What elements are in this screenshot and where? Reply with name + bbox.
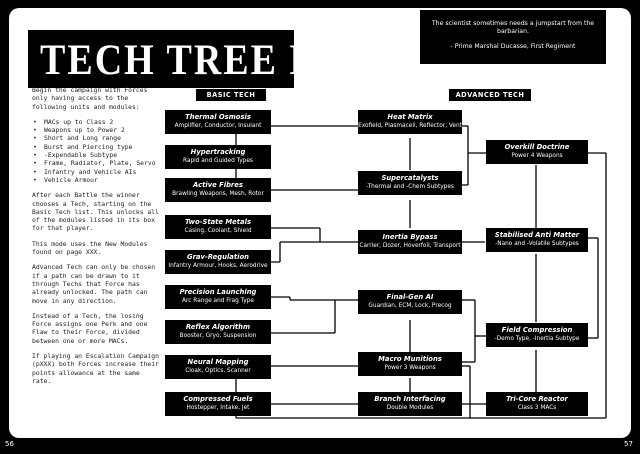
rules-paragraph: After each Battle the winner chooses a Tech, starting on the Basic Tech list. This unlocks all of the modules listed in its box for that player. bbox=[32, 191, 159, 233]
tech-modules: Brawling Weapons, Mesh, Rotor bbox=[172, 191, 264, 197]
tech-name: Reflex Algorithm bbox=[185, 323, 251, 331]
tech-modules: Power 3 Weapons bbox=[384, 365, 436, 371]
tech-name: Hypertracking bbox=[190, 148, 246, 156]
tech-modules: Class 3 MACs bbox=[517, 405, 557, 411]
rules-lead: Begin the campaign with Forces only having access to the following units and modules: bbox=[32, 86, 148, 111]
advanced-tech-header: ADVANCED TECH bbox=[449, 89, 531, 101]
tech-modules: Hostepper, Intake, Jet bbox=[186, 405, 250, 411]
tech-modules: -Nano and -Volatile Subtypes bbox=[495, 241, 579, 247]
tech-modules: Amplifier, Conductor, Insulant bbox=[174, 123, 262, 129]
tech-node-branch-interfacing bbox=[358, 392, 462, 416]
page-number-right: 57 bbox=[624, 440, 633, 448]
tech-name: Compressed Fuels bbox=[183, 395, 253, 403]
rules-paragraph: If playing an Escalation Campaign (pXXX) both Forces increase their points allowance at the same rate. bbox=[32, 352, 159, 385]
list-item: • MACs up to Class 2 bbox=[32, 118, 160, 126]
tech-modules: Power 4 Weapons bbox=[511, 153, 563, 159]
list-item: • Infantry and Vehicle AIs bbox=[32, 168, 160, 176]
tech-name: Inertia Bypass bbox=[382, 233, 438, 241]
tech-name: Field Compression bbox=[501, 326, 573, 334]
tech-name: Active Fibres bbox=[193, 181, 243, 189]
tech-modules: Casing, Coolant, Shield bbox=[184, 228, 252, 234]
tech-name: Two-State Metals bbox=[184, 218, 251, 226]
tech-name: Thermal Osmosis bbox=[185, 113, 251, 121]
tech-node-thermal-osmosis bbox=[165, 110, 271, 134]
tech-modules: Cloak, Optics, Scanner bbox=[185, 368, 251, 374]
tech-name: Neural Mapping bbox=[187, 358, 249, 366]
tech-node-tri-core-reactor bbox=[486, 392, 588, 416]
tech-node-field-compression bbox=[486, 323, 588, 347]
tech-modules: Guardian, ECM, Lock, Precog bbox=[368, 303, 452, 309]
tech-node-neural-mapping bbox=[165, 355, 271, 379]
page-number-left: 56 bbox=[5, 440, 14, 448]
tech-node-supercatalysts bbox=[358, 171, 462, 195]
tech-name: Macro Munitions bbox=[378, 355, 442, 363]
tech-name: Tri-Core Reactor bbox=[506, 395, 568, 403]
tech-modules: Arc Range and Frag Type bbox=[182, 298, 254, 304]
tech-node-grav-regulation bbox=[165, 250, 271, 274]
tech-node-active-fibres bbox=[165, 178, 271, 202]
tech-name: Grav-Regulation bbox=[187, 253, 249, 261]
list-item: • Short and Long range bbox=[32, 134, 160, 142]
tech-node-reflex-algorithm bbox=[165, 320, 271, 344]
tech-modules: Double Modules bbox=[386, 405, 434, 411]
tech-name: Supercatalysts bbox=[381, 174, 439, 182]
tech-name: Stabilised Anti Matter bbox=[494, 231, 580, 239]
tech-node-two-state-metals bbox=[165, 215, 271, 239]
tech-modules: Infantry Armour, Hooks, Aerodrive bbox=[168, 263, 268, 269]
tech-modules: Booster, Gryo, Suspension bbox=[179, 333, 257, 339]
tech-node-inertia-bypass bbox=[358, 230, 462, 254]
list-item: • -Expendable Subtype bbox=[32, 151, 160, 159]
tech-node-hypertracking bbox=[165, 145, 271, 169]
tech-node-overkill-doctrine bbox=[486, 140, 588, 164]
tech-name: Precision Launching bbox=[179, 288, 257, 296]
rules-paragraph: Instead of a Tech, the losing Force assigns one Perk and one Flaw to their Force, divided between one or more MACs. bbox=[32, 311, 148, 345]
tech-modules: -Demo Type, -Inertia Subtype bbox=[494, 336, 580, 342]
page-title: TECH TREE MODE bbox=[40, 35, 416, 85]
basic-tech-header: BASIC TECH bbox=[196, 89, 266, 101]
tech-name: Overkill Doctrine bbox=[504, 143, 570, 151]
tech-name: Heat Matrix bbox=[387, 113, 433, 121]
tech-node-final-gen-ai bbox=[358, 290, 462, 314]
rules-paragraph: This mode uses the New Modules found on page XXX. bbox=[32, 239, 148, 257]
list-item: • Weapons up to Power 2 bbox=[32, 126, 160, 134]
tech-name: Final-Gen AI bbox=[386, 293, 434, 301]
tech-node-stabilised-anti-matter bbox=[486, 228, 588, 252]
list-item: • Frame, Radiator, Plate, Servo bbox=[32, 159, 160, 167]
tech-modules: Rapid and Guided Types bbox=[183, 158, 253, 164]
quote-attribution: - Prime Marshal Ducasse, First Regiment bbox=[450, 43, 576, 51]
tech-node-heat-matrix bbox=[358, 110, 462, 134]
tech-node-macro-munitions bbox=[358, 352, 462, 376]
tech-modules: -Thermal and -Chem Subtypes bbox=[366, 184, 454, 190]
tech-node-precision-launching bbox=[165, 285, 271, 309]
tech-modules: Exofield, Plasmacell, Reflector, Vent bbox=[358, 123, 462, 129]
tech-name: Branch Interfacing bbox=[374, 395, 446, 403]
rules-paragraph: Advanced Tech can only be chosen if a path can be drawn to it through Techs that Force has already unlocked. The path can move in any direction. bbox=[32, 263, 156, 305]
tech-modules: Carrier, Dozer, Hoverfoil, Transport bbox=[359, 243, 461, 249]
list-item: • Vehicle Armour bbox=[32, 176, 160, 184]
list-item: • Burst and Piercing type bbox=[32, 143, 160, 151]
tech-node-compressed-fuels bbox=[165, 392, 271, 416]
quote-text: The scientist sometimes needs a jumpstart from the barbarian. bbox=[431, 20, 595, 36]
